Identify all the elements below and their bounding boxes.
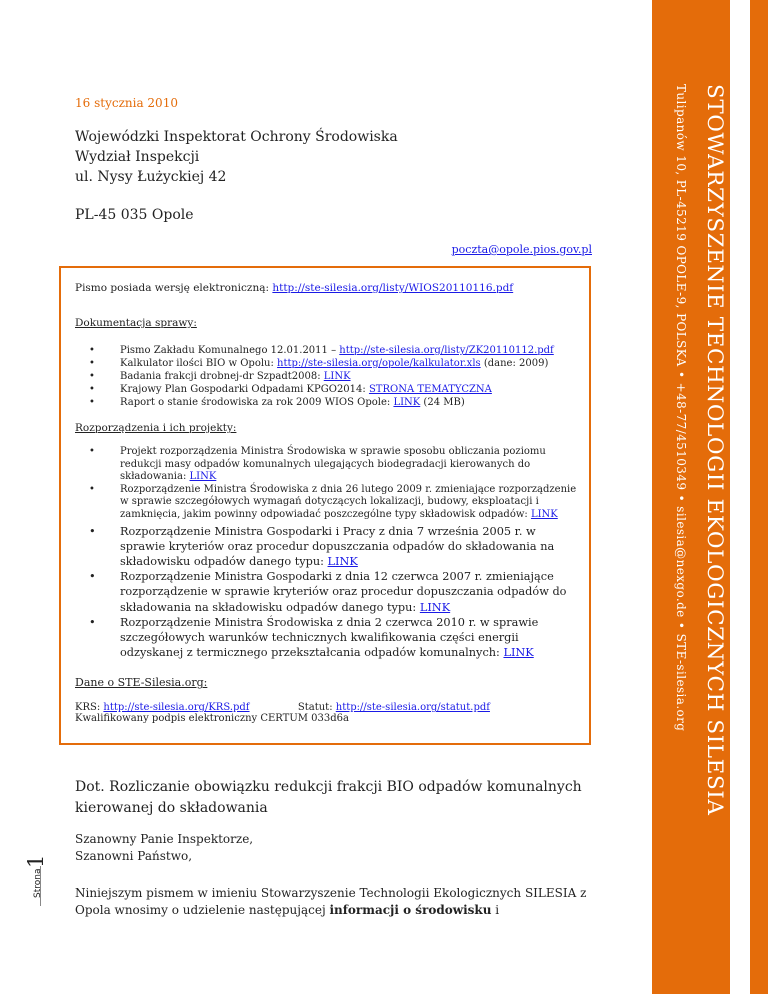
doc-link[interactable]: LINK	[323, 371, 351, 382]
documentation-box	[59, 266, 591, 745]
reg-link[interactable]: LINK	[503, 646, 534, 660]
list-item	[75, 344, 583, 357]
electronic-version-line	[75, 282, 583, 294]
reg-text: Rozporządzenie Ministra Gospodarki z dnia 12 czerwca 2007 r. zmieniające rozporządzenie w sprawie kryteriów oraz procedur dopuszczania odpadów do składowania na składowisku odpadów danego typu:	[120, 570, 567, 614]
list-item	[75, 396, 583, 409]
ste-heading: Dane o STE-Silesia.org:	[75, 676, 208, 690]
doc-link[interactable]: http://ste-silesia.org/opole/kalkulator.xls	[277, 358, 481, 369]
list-item	[75, 484, 583, 522]
reg-link[interactable]: LINK	[327, 554, 358, 568]
electronic-version-link[interactable]: http://ste-silesia.org/listy/WIOS20110116.pdf	[272, 282, 514, 294]
doc-text: Kalkulator ilości BIO w Opolu:	[120, 358, 278, 369]
doc-suffix: (24 MB)	[420, 397, 465, 408]
doc-link[interactable]: http://ste-silesia.org/listy/ZK20110112.pdf	[339, 345, 554, 356]
statut-label: Statut:	[297, 702, 336, 714]
list-item	[75, 569, 583, 615]
list-item	[75, 357, 583, 370]
reg-link[interactable]: LINK	[530, 508, 558, 520]
recipient-postal: PL-45 035 Opole	[75, 207, 194, 223]
banner-gap	[730, 0, 750, 994]
krs-link[interactable]: http://ste-silesia.org/KRS.pdf	[103, 702, 250, 714]
signature-line: Kwalifikowany podpis elektroniczny CERTUM 033d6a	[75, 713, 349, 725]
regulations-list	[75, 446, 583, 660]
greeting-line2: Szanowni Państwo,	[75, 849, 193, 863]
reg-text: Projekt rozporządzenia Ministra Środowiska w sprawie sposobu obliczania poziomu redukcji masy odpadów komunalnych ulegających biodegradacji kierowanych do składowania:	[120, 446, 546, 483]
docs-list	[75, 344, 583, 409]
body-text: Niniejszym pismem w imieniu Stowarzyszenie Technologii Ekologicznych SILESIA z Opola wnosimy o udzielenie następującej	[75, 886, 587, 917]
banner-title: STOWARZYSZENIE TECHNOLOGII EKOLOGICZNYCH SILESIA	[702, 84, 727, 816]
body-bold-text: informacji o środowisku	[329, 903, 492, 917]
recipient-line3: ul. Nysy Łużyckiej 42	[75, 169, 227, 185]
krs-label: KRS:	[75, 702, 104, 714]
page-number: 1	[24, 854, 48, 868]
reg-text: Rozporządzenie Ministra Gospodarki i Pracy z dnia 7 września 2005 r. w sprawie kryteriów oraz procedur dopuszczania odpadów do składowania na składowisku odpadów danego typu:	[120, 524, 555, 568]
list-item	[75, 524, 583, 570]
page-label: Strona	[33, 868, 43, 898]
regulations-heading: Rozporządzenia i ich projekty:	[75, 422, 237, 434]
doc-link[interactable]: STRONA TEMATYCZNA	[368, 384, 492, 395]
list-item	[75, 370, 583, 383]
recipient-line1: Wojewódzki Inspektorat Ochrony Środowiska	[75, 129, 398, 145]
electronic-version-label: Pismo posiada wersję elektroniczną:	[75, 282, 273, 294]
banner-address: Tulipanów 10, PL-45219 OPOLE-9, POLSKA • +48-77/4510349 • silesia@nexgo.de • STE-silesia.org	[674, 84, 688, 732]
krs-statut-line	[75, 702, 583, 713]
recipient-email-link[interactable]: poczta@opole.pios.gov.pl	[451, 243, 592, 256]
reg-text: Rozporządzenie Ministra Środowiska z dnia 2 czerwca 2010 r. w sprawie szczegółowych warunków technicznych kwalifikowania części energii odzyskanej z termicznego przekształcania odpadów komunalnych:	[120, 615, 539, 660]
doc-text: Pismo Zakładu Komunalnego 12.01.2011 –	[120, 345, 340, 356]
letter-date: 16 stycznia 2010	[75, 96, 178, 110]
greeting	[75, 831, 253, 865]
banner-edge	[750, 0, 768, 994]
doc-link[interactable]: LINK	[393, 397, 421, 408]
recipient-address	[75, 127, 398, 187]
doc-text: Krajowy Plan Gospodarki Odpadami KPGO2014:	[120, 384, 369, 395]
reg-text: Rozporządzenie Ministra Środowiska z dnia 26 lutego 2009 r. zmieniające rozporządzenie w sprawie szczegółowych wymagań dotyczących lokalizacji, budowy, eksploatacji i zamknięcia, jakim powinny odpowiadać poszczególne typy składowisk odpadów:	[120, 483, 577, 520]
body-tail: i	[491, 903, 500, 917]
list-item	[75, 446, 583, 484]
docs-heading: Dokumentacja sprawy:	[75, 317, 197, 329]
letter-body	[75, 885, 625, 919]
list-item	[75, 615, 583, 661]
letter-subject: Dot. Rozliczanie obowiązku redukcji frakcji BIO odpadów komunalnych kierowanej do składowania	[75, 779, 582, 816]
recipient-line2: Wydział Inspekcji	[75, 149, 200, 165]
statut-link[interactable]: http://ste-silesia.org/statut.pdf	[335, 702, 490, 714]
doc-suffix: (dane: 2009)	[480, 358, 549, 369]
doc-text: Badania frakcji drobnej-dr Szpadt2008:	[120, 371, 324, 382]
greeting-line1: Szanowny Panie Inspektorze,	[75, 832, 254, 846]
list-item	[75, 383, 583, 396]
reg-link[interactable]: LINK	[419, 600, 451, 614]
doc-text: Raport o stanie środowiska za rok 2009 WIOS Opole:	[120, 397, 394, 408]
reg-link[interactable]: LINK	[189, 471, 217, 483]
